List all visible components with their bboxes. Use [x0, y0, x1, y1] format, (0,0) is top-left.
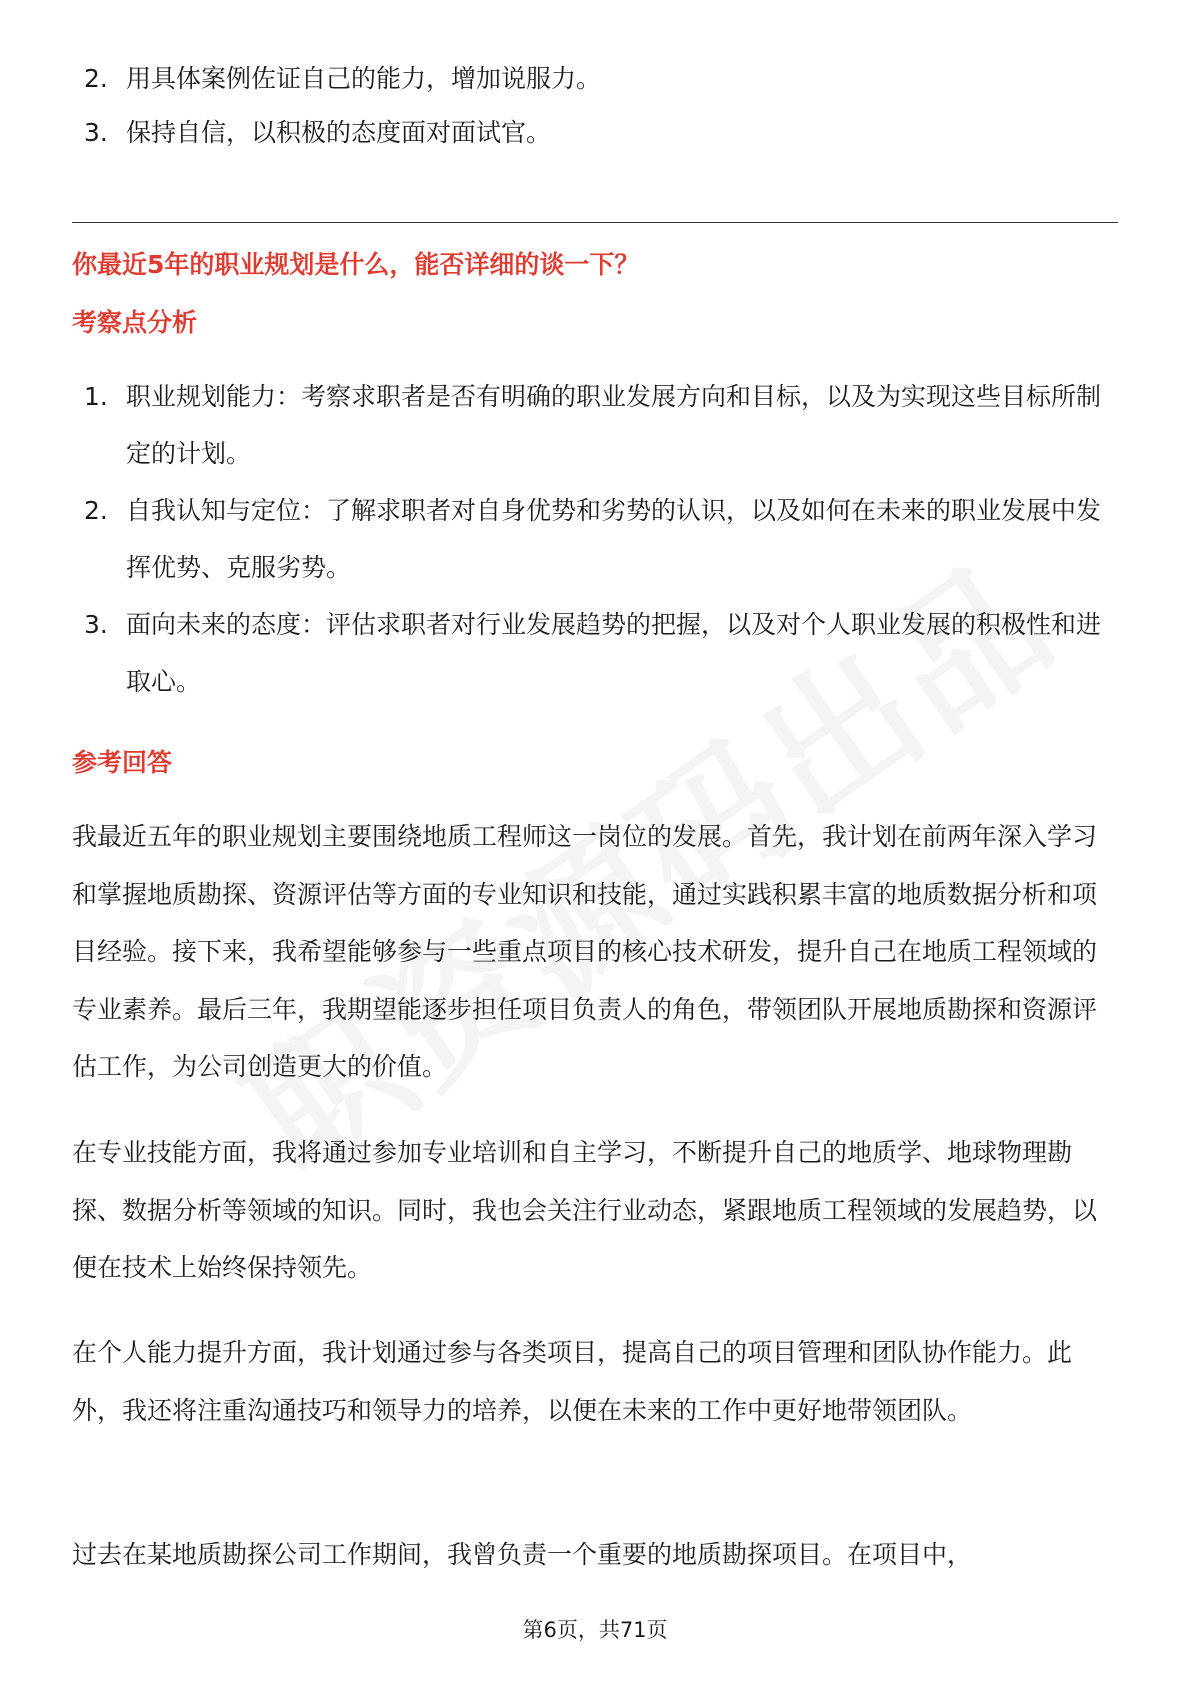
- list-text: 职业规划能力：考察求职者是否有明确的职业发展方向和目标，以及为实现这些目标所制定的计划。: [126, 382, 1102, 468]
- list-item: [84, 482, 1114, 596]
- list-number: 2.: [84, 64, 108, 93]
- answer-heading: 参考回答: [72, 748, 173, 777]
- list-text: 用具体案例佐证自己的能力，增加说服力。: [126, 64, 602, 93]
- answer-paragraph: 在专业技能方面，我将通过参加专业培训和自主学习，不断提升自己的地质学、地球物理勘探、数据分析等领域的知识。同时，我也会关注行业动态，紧跟地质工程领域的发展趋势，以便在技术上始终保持领先。: [72, 1138, 1098, 1282]
- list-text: 保持自信，以积极的态度面对面试官。: [126, 118, 552, 147]
- section-divider: [72, 222, 1118, 223]
- page-number: 第6页，共71页: [522, 1618, 668, 1642]
- list-text: 自我认知与定位：了解求职者对自身优势和劣势的认识，以及如何在未来的职业发展中发挥优势、克服劣势。: [126, 496, 1102, 582]
- list-number: 3.: [84, 118, 108, 147]
- list-number: 3.: [84, 610, 108, 639]
- answer-paragraph: 我最近五年的职业规划主要围绕地质工程师这一岗位的发展。首先，我计划在前两年深入学习和掌握地质勘探、资源评估等方面的专业知识和技能，通过实践积累丰富的地质数据分析和项目经验。接下来，我希望能够参与一些重点项目的核心技术研发，提升自己在地质工程领域的专业素养。最后三年，我期望能逐步担任项目负责人的角色，带领团队开展地质勘探和资源评估工作，为公司创造更大的价值。: [72, 822, 1098, 1081]
- analysis-heading: 考察点分析: [72, 308, 198, 337]
- answer-paragraph: 在个人能力提升方面，我计划通过参与各类项目，提高自己的项目管理和团队协作能力。此外，我还将注重沟通技巧和领导力的培养，以便在未来的工作中更好地带领团队。: [72, 1338, 1073, 1425]
- list-item: [84, 104, 1114, 161]
- question-heading: 你最近5年的职业规划是什么，能否详细的谈一下？: [72, 250, 640, 279]
- list-item: [84, 50, 1114, 107]
- list-text: 面向未来的态度：评估求职者对行业发展趋势的把握，以及对个人职业发展的积极性和进取心。: [126, 610, 1102, 696]
- list-item: [84, 368, 1114, 482]
- list-number: 2.: [84, 496, 108, 525]
- list-number: 1.: [84, 382, 108, 411]
- answer-paragraph: 过去在某地质勘探公司工作期间，我曾负责一个重要的地质勘探项目。在项目中，: [72, 1540, 973, 1569]
- list-item: [84, 596, 1114, 710]
